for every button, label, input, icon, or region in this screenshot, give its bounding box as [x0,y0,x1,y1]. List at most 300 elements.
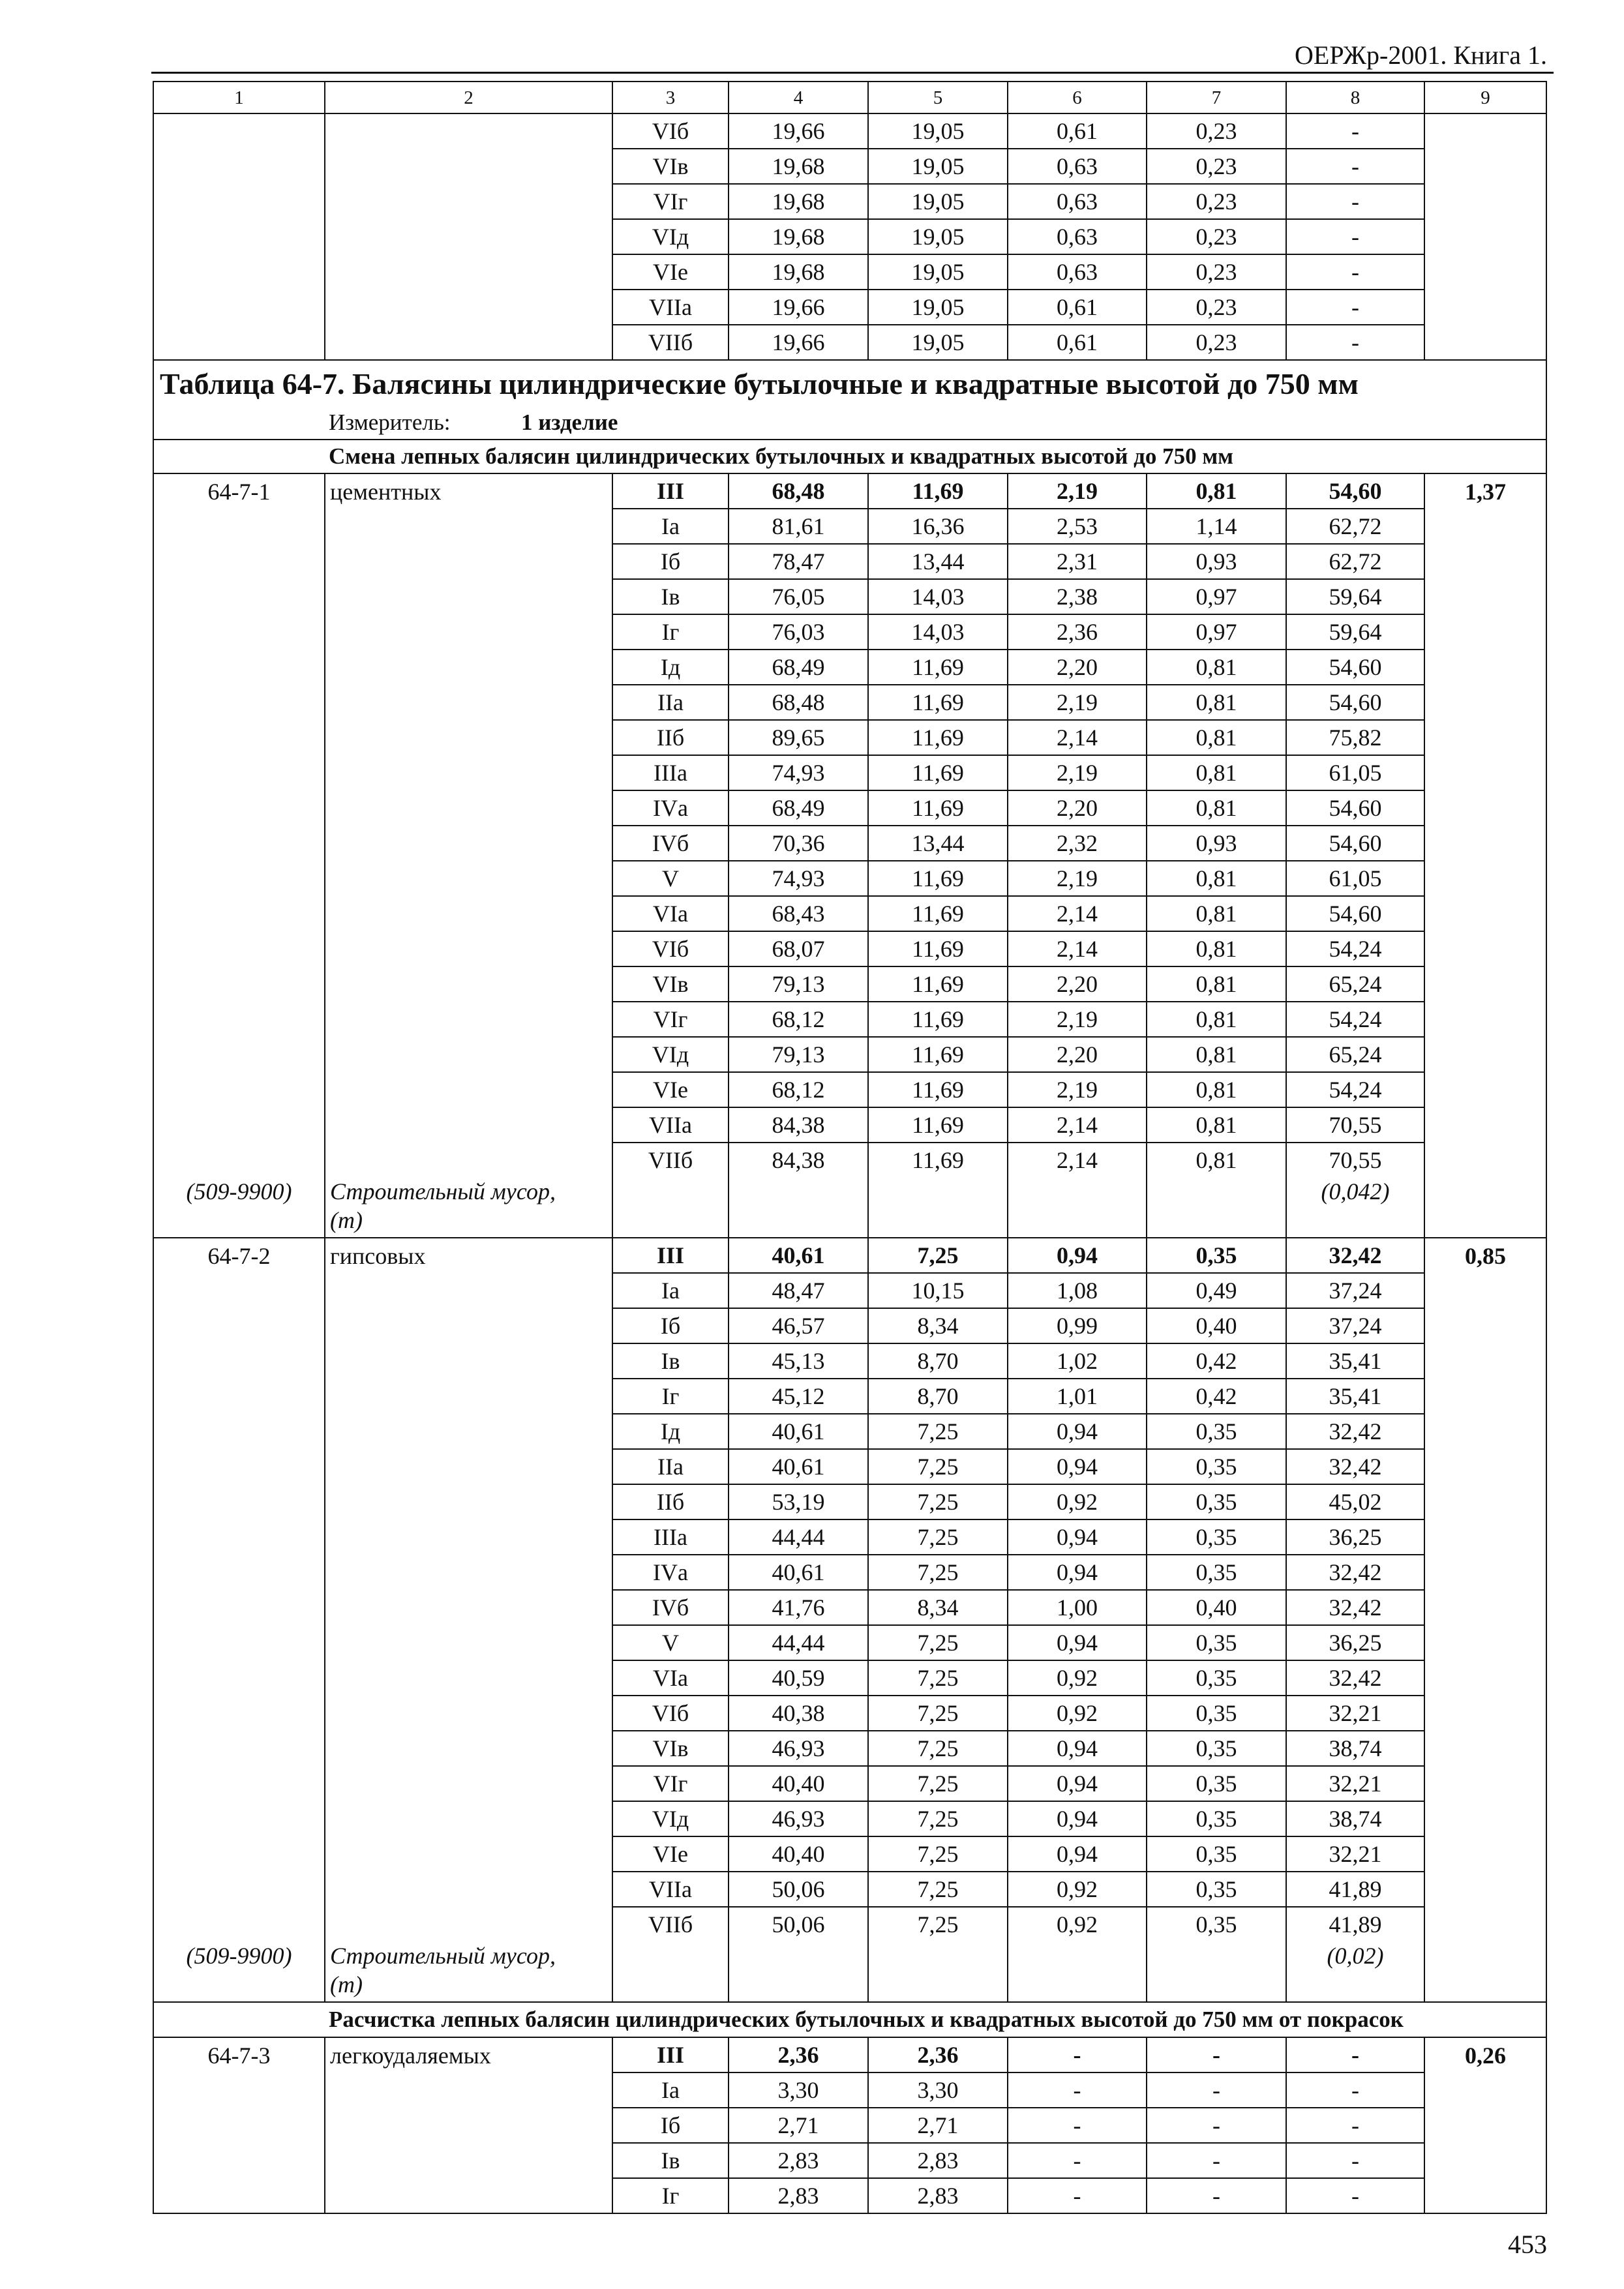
column-7-cell: 0,81 [1146,931,1286,966]
column-number-7: 7 [1146,82,1286,113]
column-4-cell: 68,49 [728,649,867,684]
column-7-cell: 0,81 [1146,1036,1286,1071]
column-3-cell: VIIб [612,324,728,359]
column-8-cell: 54,60 [1286,790,1424,825]
column-4-cell: 19,66 [728,289,867,324]
column-5-cell: 11,69 [867,1107,1007,1142]
column-5-cell: 8,34 [867,1589,1007,1624]
column-8-cell: - [1286,218,1424,254]
column-8-cell: 32,42 [1286,1589,1424,1624]
column-8-cell: 32,42 [1286,1554,1424,1589]
debris-name-cell [324,1941,612,2001]
column-8-cell: - [1286,2177,1424,2213]
column-5-cell: 19,05 [867,289,1007,324]
column-5-cell: 7,25 [867,1624,1007,1660]
column-4-cell: 40,61 [728,1448,867,1484]
column-8-cell: - [1286,289,1424,324]
column-8-cell: 54,60 [1286,684,1424,719]
column-7-cell: 0,42 [1146,1343,1286,1378]
column-5-cell: 11,69 [867,684,1007,719]
column-3-cell: Iг [612,1378,728,1413]
column-7-cell: 0,23 [1146,289,1286,324]
debris-unit: (т) [330,1971,363,1997]
measure-row [154,408,1546,439]
column-3-cell: V [612,1624,728,1660]
column-7-cell: 0,23 [1146,113,1286,148]
column-4-cell: 46,57 [728,1308,867,1343]
column-6-cell: 0,63 [1007,254,1146,289]
column-7-cell: 0,35 [1146,1906,1286,1941]
column-7-cell: 1,14 [1146,508,1286,543]
column-6-cell: 1,08 [1007,1272,1146,1308]
column-number-3: 3 [612,82,728,113]
column-6-cell: 0,92 [1007,1660,1146,1695]
column-3-cell: V [612,860,728,895]
column-7-cell: 0,81 [1146,719,1286,755]
column-3-cell: VIб [612,931,728,966]
column-8-cell: 38,74 [1286,1801,1424,1836]
column-4-cell: 68,43 [728,895,867,931]
column-6-cell: 0,61 [1007,113,1146,148]
column-3-cell: VIа [612,1660,728,1695]
column-6-cell: 0,94 [1007,1554,1146,1589]
column-6-cell: - [1007,2037,1146,2072]
column-3-cell: VIIб [612,1906,728,1941]
column-8-cell: - [1286,2037,1424,2072]
column-8-cell: 65,24 [1286,966,1424,1001]
column-3-cell [612,1177,728,1237]
column-5-cell: 19,05 [867,148,1007,183]
column-3-cell: VIд [612,218,728,254]
column-3-cell: Iд [612,1413,728,1448]
column-6-cell: 2,20 [1007,649,1146,684]
column-8-cell: - [1286,2142,1424,2177]
column-6-cell: 2,32 [1007,825,1146,860]
column-8-cell: 32,21 [1286,1695,1424,1730]
column-8-cell: 61,05 [1286,860,1424,895]
column-3-cell: VIд [612,1801,728,1836]
column-8-cell: 54,60 [1286,649,1424,684]
column-4-cell: 84,38 [728,1107,867,1142]
column-4-cell: 44,44 [728,1519,867,1554]
column-4-cell: 53,19 [728,1484,867,1519]
column-6-cell: 1,01 [1007,1378,1146,1413]
column-4-cell: 50,06 [728,1906,867,1941]
column-6-cell: 2,38 [1007,578,1146,614]
column-5-cell: 7,25 [867,1413,1007,1448]
column-6-cell: 2,20 [1007,966,1146,1001]
column-4-cell [728,1941,867,2001]
column-3-cell: Iг [612,614,728,649]
column-5-cell: 16,36 [867,508,1007,543]
code-cell [154,113,324,359]
column-5-cell: 7,25 [867,1730,1007,1765]
column-3-cell: VIа [612,895,728,931]
work-name-cell: легкоудаляемых [324,2037,612,2213]
column-5-cell: 11,69 [867,790,1007,825]
column-7-cell: 0,81 [1146,473,1286,508]
column-5-cell [867,1941,1007,2001]
column-7-cell: 0,23 [1146,254,1286,289]
column-7-cell [1146,1941,1286,2001]
column-8-cell: 61,05 [1286,755,1424,790]
column-6-cell: 1,02 [1007,1343,1146,1378]
column-4-cell: 74,93 [728,755,867,790]
column-5-cell: 11,69 [867,473,1007,508]
column-number-1: 1 [234,87,244,108]
column-4-cell: 48,47 [728,1272,867,1308]
column-7-cell [1146,1177,1286,1237]
column-7-cell: 0,35 [1146,1801,1286,1836]
column-5-cell: 11,69 [867,1071,1007,1107]
column-7-cell: - [1146,2072,1286,2107]
column-4-cell: 45,13 [728,1343,867,1378]
column-5-cell: 14,03 [867,614,1007,649]
table-title: Таблица 64-7. Балясины цилиндрические бутылочные и квадратные высотой до 750 мм [154,359,1546,408]
column-3-cell: Iг [612,2177,728,2213]
column-3-cell: VIг [612,183,728,218]
column-3-cell: III [612,2037,728,2072]
column-4-cell: 70,36 [728,825,867,860]
column-5-cell: 13,44 [867,543,1007,578]
column-7-cell: 0,35 [1146,1730,1286,1765]
column-5-cell: 7,25 [867,1519,1007,1554]
column-4-cell: 68,07 [728,931,867,966]
column-3-cell: IIIа [612,755,728,790]
column-6-cell: 2,14 [1007,719,1146,755]
column-7-cell: 0,35 [1146,1484,1286,1519]
column-8-cell: 62,72 [1286,543,1424,578]
column-6-cell: 0,94 [1007,1413,1146,1448]
column-5-cell: 19,05 [867,183,1007,218]
column-7-cell: 0,35 [1146,1871,1286,1906]
column-8-cell: 54,60 [1286,895,1424,931]
column-8-cell: 45,02 [1286,1484,1424,1519]
column-6-cell: 0,63 [1007,148,1146,183]
column-5-cell: 7,25 [867,1871,1007,1906]
column-3-cell: VIг [612,1001,728,1036]
column-4-cell: 76,05 [728,578,867,614]
column-7-cell: 0,81 [1146,1001,1286,1036]
column-number-6: 6 [1007,82,1146,113]
column-4-cell: 45,12 [728,1378,867,1413]
column-4-cell: 74,93 [728,860,867,895]
column-number-4: 4 [728,82,867,113]
column-8-cell: 36,25 [1286,1519,1424,1554]
column-4-cell: 19,66 [728,324,867,359]
column-3-cell: IIIа [612,1519,728,1554]
column-number-8: 8 [1286,82,1424,113]
column-5-cell: 8,34 [867,1308,1007,1343]
column-7-cell: 0,81 [1146,860,1286,895]
column-7-cell: - [1146,2177,1286,2213]
code-cell: 64-7-2 [154,1237,324,1941]
column-6-cell: 2,19 [1007,1001,1146,1036]
column-6-cell: 0,92 [1007,1695,1146,1730]
column-4-cell: 3,30 [728,2072,867,2107]
header-rule [151,72,1554,74]
column-5-cell: 2,83 [867,2177,1007,2213]
column-4-cell: 40,40 [728,1836,867,1871]
column-8-cell: 32,21 [1286,1765,1424,1801]
column-6-cell: 2,53 [1007,508,1146,543]
column-8-cell: 54,60 [1286,825,1424,860]
column-5-cell: 7,25 [867,1660,1007,1695]
column-7-cell: 0,35 [1146,1695,1286,1730]
column-3-cell: IVа [612,790,728,825]
column-6-cell: - [1007,2072,1146,2107]
debris-code-cell: (509-9900) [186,1943,292,1969]
column-8-cell: - [1286,113,1424,148]
column-5-cell: 11,69 [867,755,1007,790]
column-4-cell: 44,44 [728,1624,867,1660]
column-6-cell: - [1007,2142,1146,2177]
labor-cell: 0,26 [1424,2037,1546,2213]
column-3-cell: IVа [612,1554,728,1589]
column-5-cell: 11,69 [867,649,1007,684]
column-6-cell [1007,1941,1146,2001]
column-7-cell: 0,35 [1146,1660,1286,1695]
column-7-cell: 0,23 [1146,218,1286,254]
column-3-cell: Iа [612,1272,728,1308]
column-4-cell: 2,36 [728,2037,867,2072]
column-8-cell: 75,82 [1286,719,1424,755]
column-8-cell: 41,89 [1286,1906,1424,1941]
debris-quantity-cell: (0,042) [1286,1177,1424,1237]
column-8-cell: 54,60 [1286,473,1424,508]
section-heading: Расчистка лепных балясин цилиндрических бутылочных и квадратных высотой до 750 мм от покрасок [154,2001,1546,2037]
column-4-cell: 41,76 [728,1589,867,1624]
column-6-cell: - [1007,2177,1146,2213]
column-5-cell: 11,69 [867,1001,1007,1036]
column-8-cell: 70,55 [1286,1107,1424,1142]
column-5-cell: 7,25 [867,1554,1007,1589]
column-5-cell: 7,25 [867,1695,1007,1730]
column-3-cell: Iа [612,2072,728,2107]
column-7-cell: 0,81 [1146,649,1286,684]
column-8-cell: 59,64 [1286,614,1424,649]
column-3-cell: VIIа [612,1871,728,1906]
column-4-cell [728,1177,867,1237]
column-6-cell: 2,19 [1007,684,1146,719]
column-3-cell: VIв [612,148,728,183]
work-name-cell: цементных [324,473,612,1177]
column-5-cell: 14,03 [867,578,1007,614]
column-6-cell: 2,20 [1007,790,1146,825]
column-6-cell: 0,94 [1007,1624,1146,1660]
column-8-cell: 32,42 [1286,1237,1424,1272]
labor-cell [1424,113,1546,359]
column-3-cell: VIIа [612,1107,728,1142]
column-6-cell: 2,14 [1007,895,1146,931]
column-6-cell [1007,1177,1146,1237]
column-8-cell: 62,72 [1286,508,1424,543]
column-3-cell: IVб [612,1589,728,1624]
column-5-cell: 3,30 [867,2072,1007,2107]
column-3-cell: III [612,1237,728,1272]
column-7-cell: 0,23 [1146,183,1286,218]
column-8-cell: 38,74 [1286,1730,1424,1765]
section-heading: Смена лепных балясин цилиндрических бутылочных и квадратных высотой до 750 мм [154,439,1546,473]
column-3-cell: VIIб [612,1142,728,1177]
debris-code-cell: (509-9900) [186,1178,292,1204]
column-3-cell: III [612,473,728,508]
column-3-cell: Iв [612,578,728,614]
column-3-cell: IIб [612,1484,728,1519]
debris-name: Строительный мусор, [330,1943,556,1969]
column-4-cell: 81,61 [728,508,867,543]
column-5-cell: 13,44 [867,825,1007,860]
column-6-cell: 2,19 [1007,1071,1146,1107]
column-7-cell: 0,81 [1146,1107,1286,1142]
code-cell: 64-7-1 [154,473,324,1177]
column-6-cell: 0,63 [1007,183,1146,218]
column-7-cell: 0,35 [1146,1519,1286,1554]
column-4-cell: 2,83 [728,2142,867,2177]
column-5-cell: 8,70 [867,1343,1007,1378]
column-6-cell: 0,92 [1007,1906,1146,1941]
column-8-cell: - [1286,183,1424,218]
column-6-cell: 2,19 [1007,755,1146,790]
column-3-cell: IIа [612,1448,728,1484]
column-3-cell: Iв [612,2142,728,2177]
column-5-cell: 11,69 [867,1142,1007,1177]
column-7-cell: 0,97 [1146,578,1286,614]
column-4-cell: 79,13 [728,966,867,1001]
column-5-cell: 11,69 [867,966,1007,1001]
measure-value: 1 изделие [521,410,618,435]
column-6-cell: 2,14 [1007,1107,1146,1142]
debris-unit: (т) [330,1207,363,1233]
column-6-cell: - [1007,2107,1146,2142]
column-7-cell: 0,40 [1146,1589,1286,1624]
column-number-2: 2 [324,82,612,113]
column-6-cell: 0,99 [1007,1308,1146,1343]
column-5-cell: 2,71 [867,2107,1007,2142]
column-6-cell: 0,94 [1007,1801,1146,1836]
column-3-cell: VIе [612,1071,728,1107]
column-number-5: 5 [867,82,1007,113]
column-7-cell: 0,81 [1146,1142,1286,1177]
column-4-cell: 40,61 [728,1413,867,1448]
column-7-cell: 0,81 [1146,684,1286,719]
column-3-cell: Iд [612,649,728,684]
column-3-cell: VIг [612,1765,728,1801]
column-8-cell: 59,64 [1286,578,1424,614]
column-8-cell: 37,24 [1286,1272,1424,1308]
column-5-cell: 19,05 [867,324,1007,359]
column-8-cell: 32,42 [1286,1660,1424,1695]
column-number-9: 9 [1424,82,1546,113]
labor-cell: 1,37 [1424,473,1546,1237]
column-5-cell: 19,05 [867,113,1007,148]
column-7-cell: 0,93 [1146,825,1286,860]
column-3-cell [612,1941,728,2001]
column-8-cell: 65,24 [1286,1036,1424,1071]
column-7-cell: 0,35 [1146,1765,1286,1801]
column-4-cell: 68,12 [728,1071,867,1107]
column-5-cell: 11,69 [867,1036,1007,1071]
column-4-cell: 19,66 [728,113,867,148]
column-3-cell: Iб [612,1308,728,1343]
column-3-cell: VIIа [612,289,728,324]
column-4-cell: 84,38 [728,1142,867,1177]
column-4-cell: 68,12 [728,1001,867,1036]
column-4-cell: 19,68 [728,218,867,254]
column-5-cell: 19,05 [867,218,1007,254]
column-3-cell: IVб [612,825,728,860]
column-7-cell: - [1146,2107,1286,2142]
column-8-cell: 35,41 [1286,1343,1424,1378]
column-7-cell: 0,35 [1146,1448,1286,1484]
column-8-cell: 37,24 [1286,1308,1424,1343]
column-4-cell: 40,59 [728,1660,867,1695]
column-6-cell: 0,94 [1007,1730,1146,1765]
column-3-cell: VIв [612,966,728,1001]
column-5-cell: 19,05 [867,254,1007,289]
debris-name-cell [324,1177,612,1237]
column-3-cell: IIб [612,719,728,755]
column-7-cell: 0,81 [1146,755,1286,790]
column-8-cell: - [1286,148,1424,183]
column-5-cell: 2,36 [867,2037,1007,2072]
rates-table [153,81,1547,2214]
column-6-cell: 2,36 [1007,614,1146,649]
column-4-cell: 79,13 [728,1036,867,1071]
column-4-cell: 2,71 [728,2107,867,2142]
column-8-cell: 54,24 [1286,931,1424,966]
column-5-cell: 11,69 [867,719,1007,755]
column-4-cell: 2,83 [728,2177,867,2213]
work-name-cell: гипсовых [324,1237,612,1941]
column-7-cell: 0,81 [1146,1071,1286,1107]
running-header: ОЕРЖр-2001. Книга 1. [1295,40,1547,70]
column-7-cell: 0,35 [1146,1237,1286,1272]
labor-cell: 0,85 [1424,1237,1546,2001]
column-8-cell: 54,24 [1286,1001,1424,1036]
column-7-cell: 0,81 [1146,790,1286,825]
column-5-cell: 7,25 [867,1836,1007,1871]
column-7-cell: 0,93 [1146,543,1286,578]
work-name-cell [324,113,612,359]
column-7-cell: 0,35 [1146,1413,1286,1448]
column-5-cell: 2,83 [867,2142,1007,2177]
column-3-cell: VIб [612,1695,728,1730]
column-5-cell [867,1177,1007,1237]
column-7-cell: 0,23 [1146,324,1286,359]
column-3-cell: Iб [612,2107,728,2142]
column-5-cell: 11,69 [867,895,1007,931]
column-4-cell: 68,48 [728,473,867,508]
column-4-cell: 76,03 [728,614,867,649]
column-6-cell: 2,20 [1007,1036,1146,1071]
column-4-cell: 78,47 [728,543,867,578]
column-6-cell: 0,94 [1007,1237,1146,1272]
column-6-cell: 2,19 [1007,860,1146,895]
column-7-cell: 0,35 [1146,1554,1286,1589]
debris-name: Строительный мусор, [330,1178,556,1204]
column-6-cell: 1,00 [1007,1589,1146,1624]
column-8-cell: - [1286,324,1424,359]
column-7-cell: 0,23 [1146,148,1286,183]
column-3-cell: VIб [612,113,728,148]
column-5-cell: 7,25 [867,1448,1007,1484]
column-7-cell: 0,49 [1146,1272,1286,1308]
column-7-cell: 0,97 [1146,614,1286,649]
column-5-cell: 8,70 [867,1378,1007,1413]
column-4-cell: 40,61 [728,1237,867,1272]
column-4-cell: 19,68 [728,254,867,289]
